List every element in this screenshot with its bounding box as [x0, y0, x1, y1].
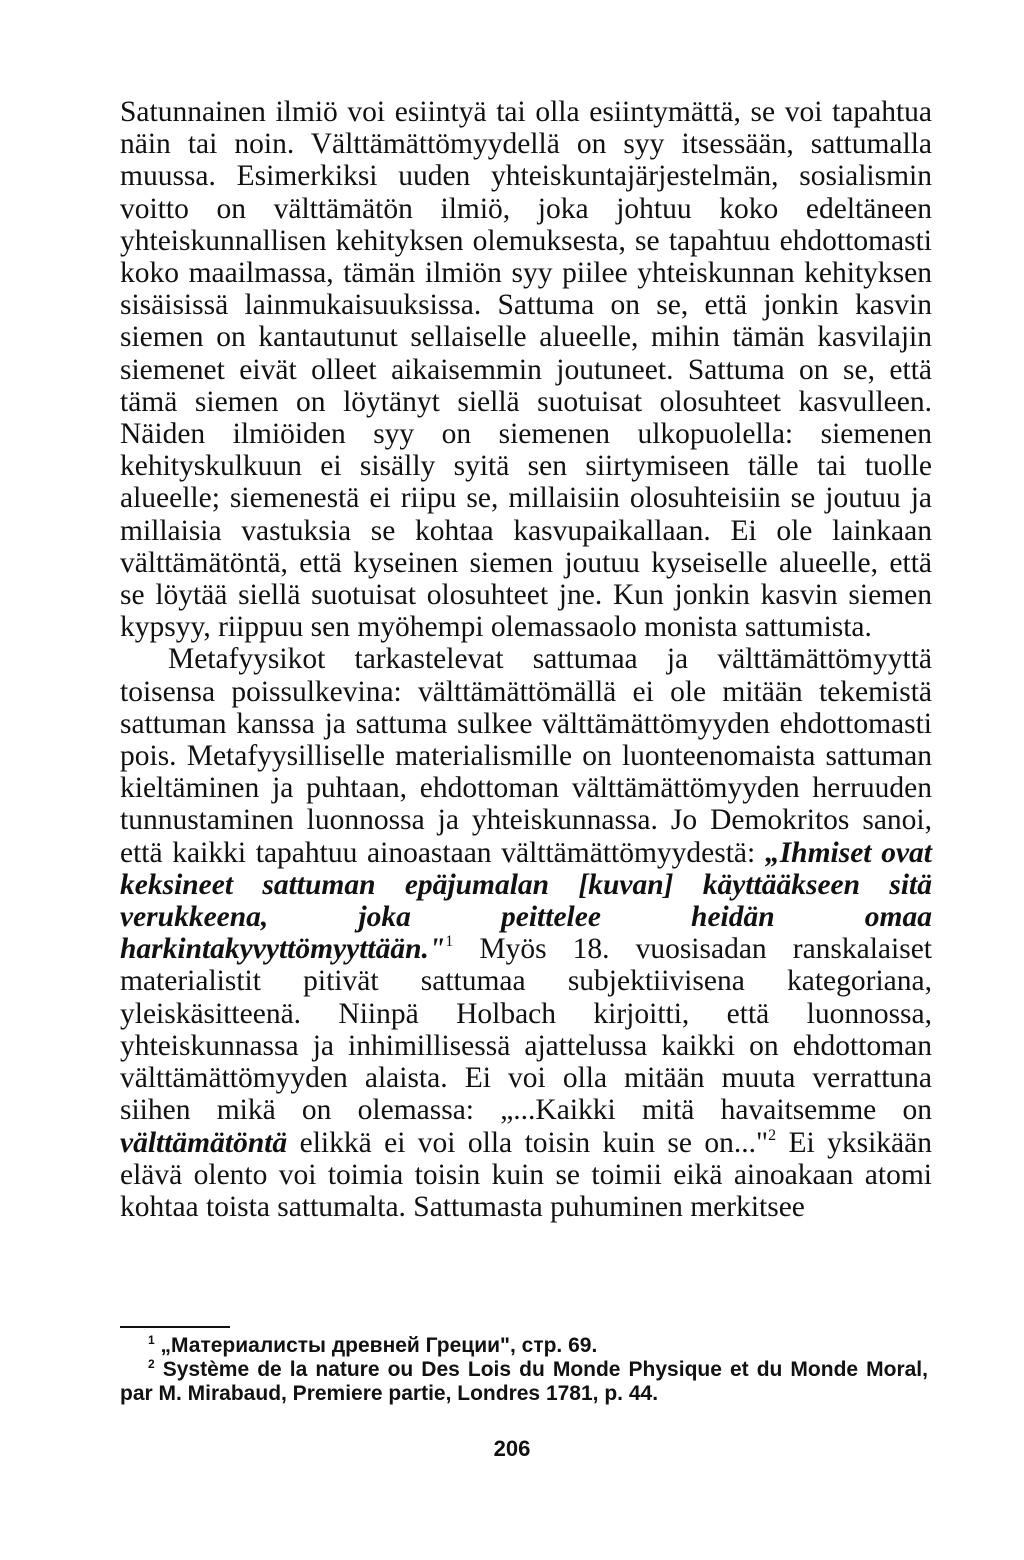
page-number: 206: [493, 1436, 531, 1461]
paragraph-2-part-2: Myös 18. vuosisadan ranskalaiset materialistit pitivät sattumaa subjektiivisena kategoriana, yleiskäsitteenä. Niinpä Holbach kirjoitti, että luonnossa, yhteiskunnassa ja inhimillisessä ajattelussa kaikki on ehdottoman välttämättömyyden alaista. Ei voi olla mitään muuta verrattuna siihen mikä on olemassa: „...Kaikki mitä havaitsemme on: [120, 933, 932, 1127]
paragraph-1: Satunnainen ilmiö voi esiintyä tai olla esiintymättä, se voi tapahtua näin tai noin. Välttämättömyydellä on syy itsessään, sattumalla muussa. Esimerkiksi uuden yhteiskuntajärjestelmän, sosialismin voitto on välttämätön ilmiö, joka johtuu koko edeltäneen yhteiskunnallisen kehityksen olemuksesta, se tapahtuu ehdottomasti koko maailmassa, tämän ilmiön syy piilee yhteiskunnan kehityksen sisäisissä lainmukaisuuksissa. Sattuma on se, että jonkin kasvin siemen on kantautunut sellaiselle alueelle, mihin tämän kasvilajin siemenet eivät olleet aikaisemmin joutuneet. Sattuma on se, että tämä siemen on löytänyt siellä suotuisat olosuhteet kasvulleen. Näiden ilmiöiden syy on siemenen ulkopuolella: siemenen kehityskulkuun ei sisälly syitä sen siirtymiseen tälle tai tuolle alueelle; siemenestä ei riipu se, millaisiin olosuhteisiin se joutuu ja millaisia vastuksia se kohtaa kasvupaikallaan. Ei ole lainkaan välttämätöntä, että kyseinen siemen joutuu kyseiselle alueelle, että se löytää siellä suotuisat olosuhteet jne. Kun jonkin kasvin siemen kypsyy, riippuu sen myöhempi olemassaolo monista sattumista.: [120, 96, 932, 644]
paragraph-2: [120, 643, 932, 1223]
footnote-1-marker: 1: [148, 1333, 155, 1347]
paragraph-2-part-3: elikkä ei voi olla toisin kuin se on...": [287, 1126, 769, 1159]
paragraph-2-part-4: Ei yksikään elävä olento voi toimia toisin kuin se toimii eikä ainoakaan atomi kohtaa toista sattumalta. Sattumasta puhuminen merkitsee: [120, 1126, 932, 1223]
democritus-quote: „Ihmiset ovat keksineet sattuman epäjumalan [kuvan] käyttääkseen sitä verukkeena, joka peittelee heidän omaa harkintakyvyttömyyttään.": [120, 836, 932, 966]
body-text: [120, 96, 932, 1223]
footnote-ref-2: 2: [768, 1126, 777, 1144]
emphasis-valttamatonta: välttämätöntä: [120, 1126, 288, 1159]
footnote-2: [120, 1358, 928, 1406]
footnote-divider: [120, 1326, 230, 1328]
footnote-1-text: „Материалисты древней Греции", стр. 69.: [160, 1334, 598, 1357]
footnote-2-marker: 2: [148, 1357, 155, 1371]
footnote-2-text: Système de la nature ou Des Lois du Monde Physique et du Monde Moral, par M. Mirabaud, Premiere partie, Londres 1781, p. 44.: [120, 1358, 928, 1405]
footnotes: [120, 1334, 928, 1406]
footnote-ref-1: 1: [445, 933, 454, 951]
footnote-1: [120, 1334, 928, 1358]
paragraph-2-part-1: Metafyysikot tarkastelevat sattumaa ja välttämättömyyttä toisensa poissulkevina: välttämättömällä ei ole mitään tekemistä sattuman kanssa ja sattuma sulkee välttämättömyyden ehdottomasti pois. Metafyysilliselle materialismille on luonteenomaista sattuman kieltäminen ja puhtaan, ehdottoman välttämättömyyden herruuden tunnustaminen luonnossa ja yhteiskunnassa. Jo Demokritos sanoi, että kaikki tapahtuu ainoastaan välttämättömyydestä:: [120, 643, 932, 869]
